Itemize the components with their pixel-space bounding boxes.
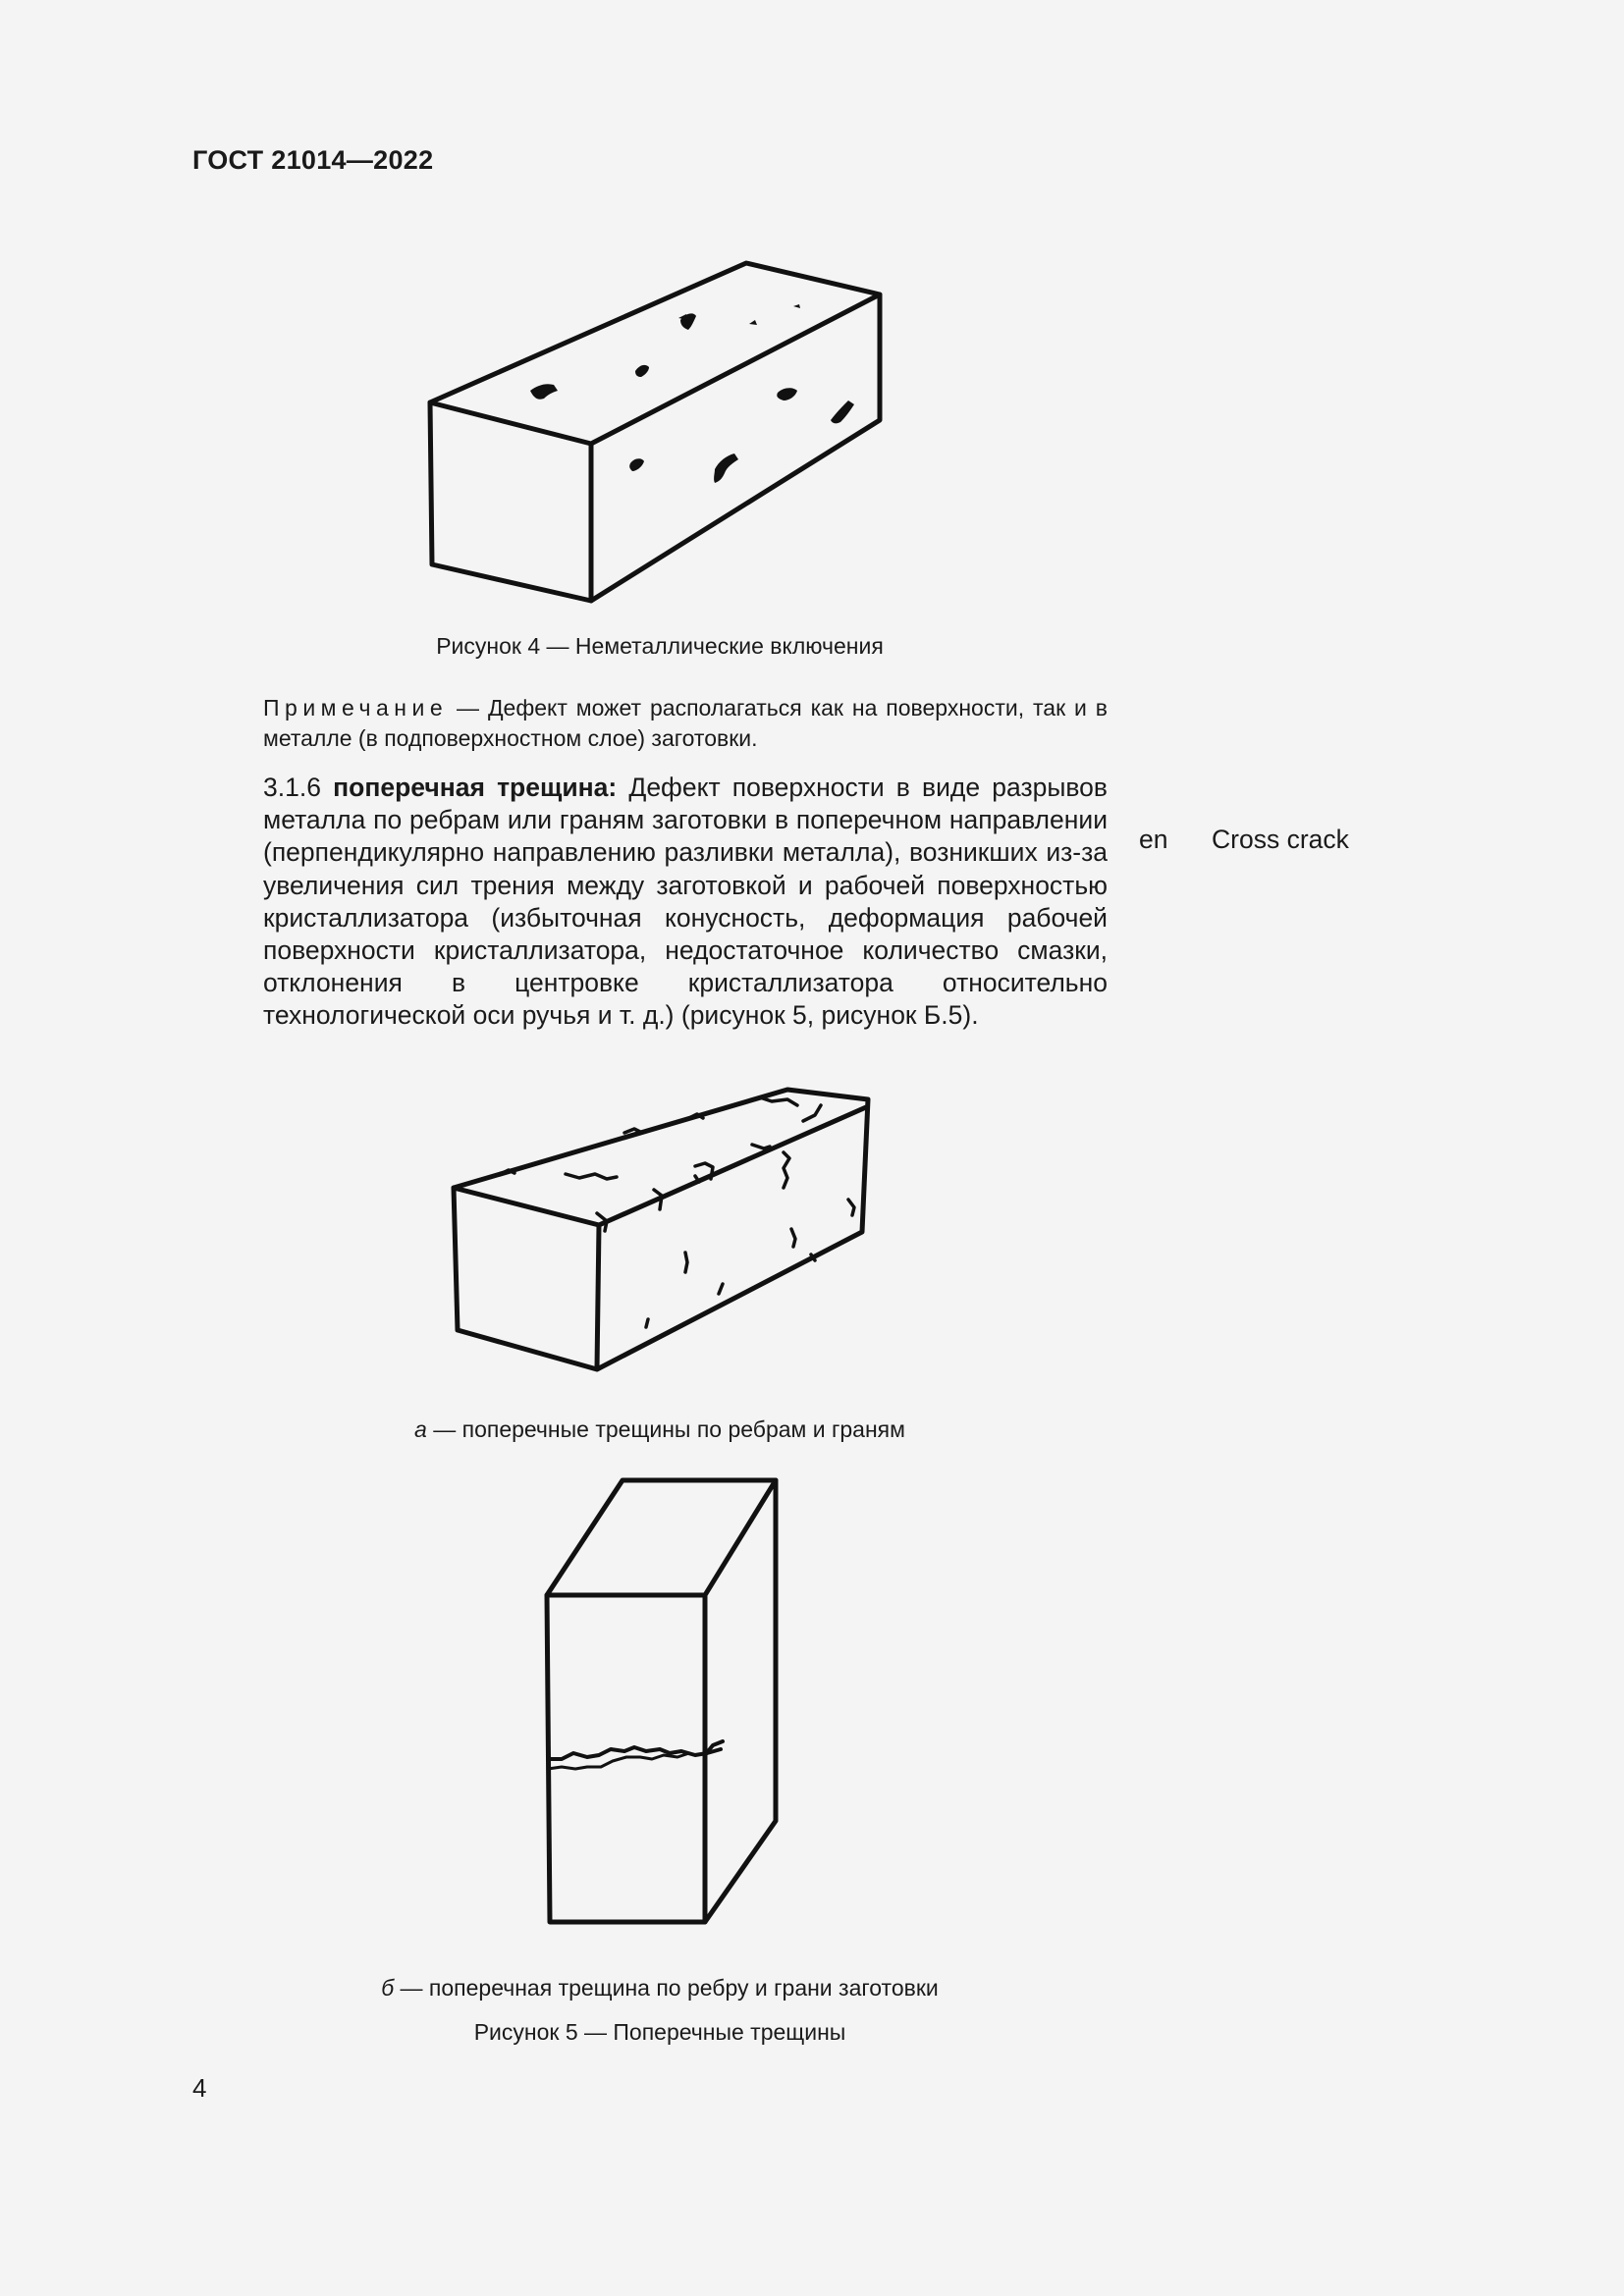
- figure-5-caption: Рисунок 5 — Поперечные трещины: [473, 2019, 846, 2045]
- figure-5a-letter: а: [414, 1416, 427, 1442]
- figure-4-caption: Рисунок 4 — Неметаллические включения: [436, 633, 884, 659]
- term-name: поперечная трещина:: [333, 773, 618, 802]
- figure-5b-letter: б: [381, 1975, 395, 2001]
- term-number: 3.1.6: [263, 773, 321, 802]
- figure-5b-subcaption: [0, 1975, 1320, 2002]
- english-term: Cross crack: [1212, 825, 1349, 854]
- note-label: Примечание: [263, 695, 449, 721]
- term-definition: Дефект поверхности в виде разрывов металла по ребрам или граням заготовки в поперечном направлении (перпендикулярно направлению разливки металла), возникших из-за увеличения сил трения между заготовкой и рабочей поверхностью кристаллизатора (избыточная конусность, деформация рабочей поверхности кристаллизатора, недостаточное количество смазки, отклонения в центровке кристаллизатора относительно технологической оси ручья и т. д.) (рисунок 5, рисунок Б.5).: [263, 773, 1108, 1031]
- document-header: ГОСТ 21014—2022: [192, 145, 434, 175]
- page-number: 4: [192, 2073, 207, 2103]
- english-language-tag: en: [1139, 825, 1168, 854]
- figure-5b-text: — поперечная трещина по ребру и грани заготовки: [400, 1975, 939, 2001]
- note-text: — Дефект может располагаться как на поверхности, так и в металле (в подповерхностном слое) заготовки.: [263, 695, 1109, 751]
- figure-5a-text: — поперечные трещины по ребрам и граням: [433, 1416, 905, 1442]
